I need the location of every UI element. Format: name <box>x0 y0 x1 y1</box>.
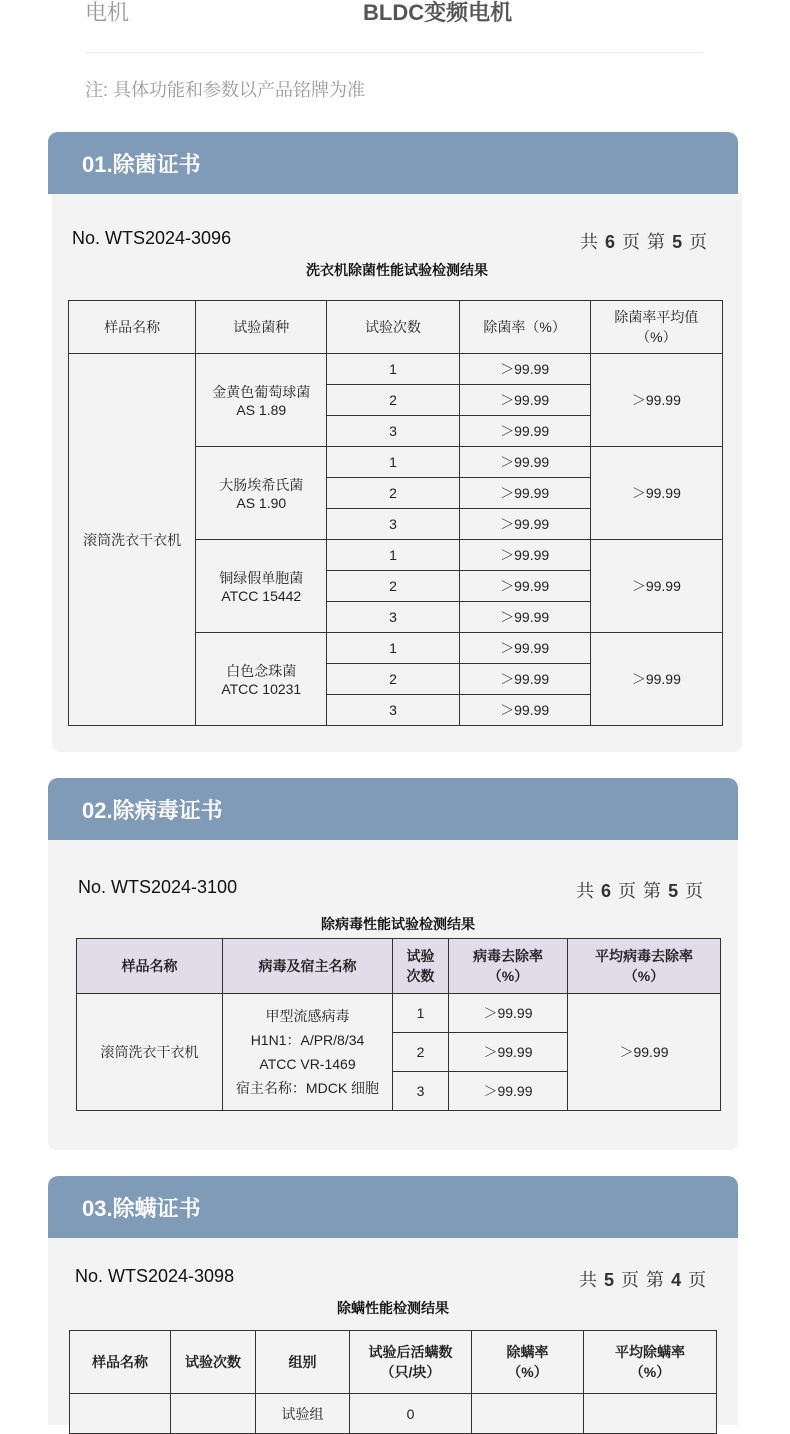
page-info: 共 6 页 第 5 页 <box>576 881 705 901</box>
doc-number: No. WTS2024-3100 <box>78 877 238 897</box>
run-number: 2 <box>327 664 459 695</box>
page-info: 共 6 页 第 5 页 <box>580 232 709 252</box>
col-header: 试验后活螨数（只/块） <box>350 1331 472 1394</box>
run-number: 3 <box>327 695 459 726</box>
certificate-mite <box>48 1238 738 1425</box>
spec-row <box>85 0 703 53</box>
col-header: 样品名称 <box>69 301 196 354</box>
col-header: 病毒及宿主名称 <box>223 939 393 994</box>
col-header: 组别 <box>256 1331 350 1394</box>
strain-cell: 白色念珠菌 ATCC 10231 <box>196 633 327 726</box>
rate-value: ＞99.99 <box>459 633 590 664</box>
mite-table <box>69 1330 717 1434</box>
section-header-mite <box>48 1176 738 1238</box>
rate-value: ＞99.99 <box>459 602 590 633</box>
strain-cell: 大肠埃希氏菌 AS 1.90 <box>196 447 327 540</box>
sample-name <box>70 1394 171 1434</box>
col-header: 平均除螨率（%） <box>584 1331 717 1394</box>
strain-cell: 铜绿假单胞菌 ATCC 15442 <box>196 540 327 633</box>
rate-value: ＞99.99 <box>459 695 590 726</box>
col-header: 样品名称 <box>77 939 223 994</box>
rate-value: ＞99.99 <box>459 540 590 571</box>
average-rate <box>584 1394 717 1434</box>
section-title: 01.除菌证书 <box>82 152 201 177</box>
col-header: 除螨率（%） <box>472 1331 584 1394</box>
certificate-virus <box>48 840 738 1150</box>
average-rate: ＞99.99 <box>590 354 722 447</box>
run-number: 3 <box>327 416 459 447</box>
col-header: 病毒去除率（%） <box>449 939 568 994</box>
page-info: 共 5 页 第 4 页 <box>579 1270 708 1290</box>
run-number: 3 <box>327 602 459 633</box>
col-header: 试验次数 <box>171 1331 256 1394</box>
rate-value: ＞99.99 <box>459 664 590 695</box>
section-header-bacteria <box>48 132 738 194</box>
rate-value: ＞99.99 <box>449 994 568 1033</box>
col-header: 除菌率（%） <box>459 301 590 354</box>
sample-name: 滚筒洗衣干衣机 <box>77 994 223 1111</box>
live-mite-count: 0 <box>350 1394 472 1434</box>
rate-value: ＞99.99 <box>459 354 590 385</box>
run-number: 1 <box>327 540 459 571</box>
doc-title: 除病毒性能试验检测结果 <box>321 916 475 932</box>
rate-value: ＞99.99 <box>459 385 590 416</box>
rate-value: ＞99.99 <box>459 416 590 447</box>
doc-number: No. WTS2024-3098 <box>75 1266 235 1286</box>
run-number: 2 <box>327 571 459 602</box>
sample-name: 滚筒洗衣干衣机 <box>69 354 196 726</box>
rate-value: ＞99.99 <box>449 1072 568 1111</box>
strain-cell: 金黄色葡萄球菌 AS 1.89 <box>196 354 327 447</box>
run-number: 2 <box>327 478 459 509</box>
average-rate: ＞99.99 <box>568 994 721 1111</box>
doc-number: No. WTS2024-3096 <box>72 228 232 248</box>
average-rate: ＞99.99 <box>590 447 722 540</box>
run-number: 1 <box>327 633 459 664</box>
run-number <box>171 1394 256 1434</box>
section-title: 03.除螨证书 <box>82 1196 201 1221</box>
certificate-bacteria <box>52 194 742 752</box>
run-number: 1 <box>393 994 449 1033</box>
bacteria-table <box>68 300 723 726</box>
spec-value: BLDC变频电机 <box>363 0 513 25</box>
col-header: 样品名称 <box>70 1331 171 1394</box>
average-rate: ＞99.99 <box>590 633 722 726</box>
section-header-virus <box>48 778 738 840</box>
rate-value: ＞99.99 <box>459 478 590 509</box>
virus-table <box>76 938 721 1111</box>
run-number: 2 <box>393 1033 449 1072</box>
note-text: 注: 具体功能和参数以产品铭牌为准 <box>85 80 366 100</box>
run-number: 3 <box>327 509 459 540</box>
col-header: 试验菌种 <box>196 301 327 354</box>
rate-value <box>472 1394 584 1434</box>
col-header: 试验次数 <box>393 939 449 994</box>
col-header: 试验次数 <box>327 301 459 354</box>
rate-value: ＞99.99 <box>459 447 590 478</box>
run-number: 2 <box>327 385 459 416</box>
col-header: 平均病毒去除率（%） <box>568 939 721 994</box>
run-number: 3 <box>393 1072 449 1111</box>
doc-title: 洗衣机除菌性能试验检测结果 <box>306 262 488 278</box>
group-label: 试验组 <box>256 1394 350 1434</box>
col-header: 除菌率平均值（%） <box>590 301 722 354</box>
rate-value: ＞99.99 <box>449 1033 568 1072</box>
virus-host-cell: 甲型流感病毒 H1N1：A/PR/8/34 ATCC VR-1469 宿主名称：MDCK 细胞 <box>223 994 393 1111</box>
run-number: 1 <box>327 354 459 385</box>
average-rate: ＞99.99 <box>590 540 722 633</box>
spec-label: 电机 <box>85 0 130 25</box>
rate-value: ＞99.99 <box>459 509 590 540</box>
rate-value: ＞99.99 <box>459 571 590 602</box>
doc-title: 除螨性能检测结果 <box>337 1300 449 1316</box>
run-number: 1 <box>327 447 459 478</box>
section-title: 02.除病毒证书 <box>82 798 223 823</box>
